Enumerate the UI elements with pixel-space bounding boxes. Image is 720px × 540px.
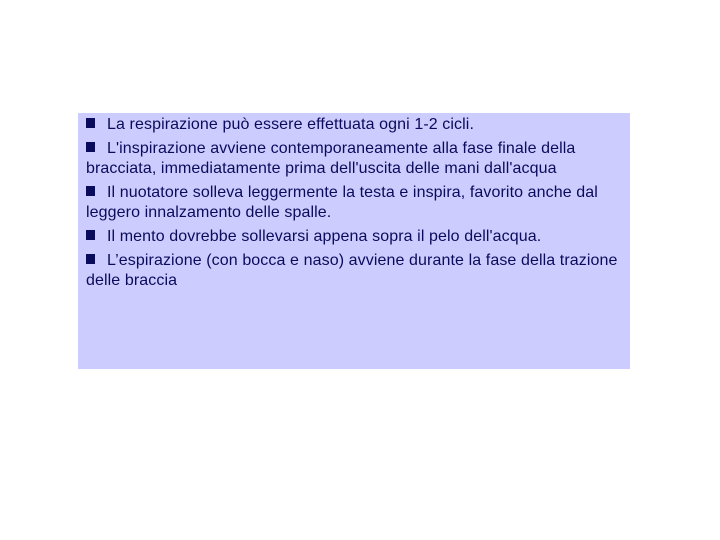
bullet-item: [86, 139, 622, 179]
bullet-text: L'inspirazione avviene contemporaneamente alla fase finale della bracciata, immediatamente prima dell'uscita delle mani dall'acqua: [86, 140, 576, 177]
bullet-text: Il mento dovrebbe sollevarsi appena sopra il pelo dell'acqua.: [107, 228, 542, 245]
square-bullet-icon: [86, 142, 95, 152]
bullet-text: La respirazione può essere effettuata ogni 1‑2 cicli.: [107, 116, 475, 133]
bullet-text: L’espirazione (con bocca e naso) avviene durante la fase della trazione delle braccia: [86, 252, 618, 289]
square-bullet-icon: [86, 118, 95, 128]
bullet-item: [86, 115, 622, 135]
bullet-item: [86, 251, 622, 291]
bullet-item: [86, 227, 622, 247]
square-bullet-icon: [86, 230, 95, 240]
square-bullet-icon: [86, 254, 95, 264]
square-bullet-icon: [86, 186, 95, 196]
text-box: [78, 113, 630, 369]
bullet-text: Il nuotatore solleva leggermente la testa e inspira, favorito anche dal leggero innalzamento delle spalle.: [86, 184, 598, 221]
bullet-item: [86, 183, 622, 223]
